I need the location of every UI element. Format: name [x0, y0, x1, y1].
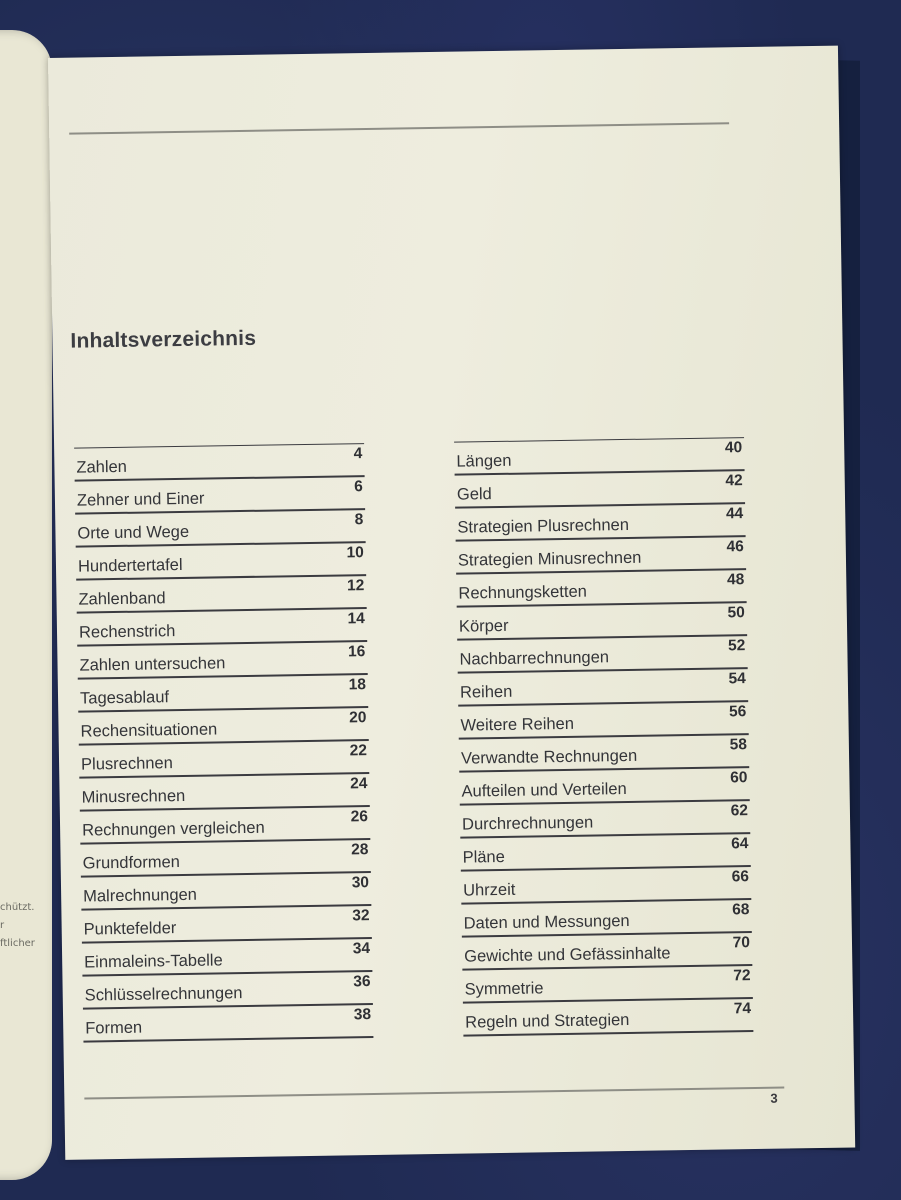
- toc-entry-label: Durchrechnungen: [461, 813, 594, 834]
- toc-entry: [457, 636, 747, 674]
- toc-entry-page: 46: [726, 538, 744, 556]
- left-page-snippet: r: [0, 920, 5, 931]
- toc-entry: [458, 702, 748, 740]
- toc-entry-label: Einmaleins-Tabelle: [84, 951, 223, 972]
- toc-entry-label: Rechnungsketten: [458, 582, 588, 603]
- toc-entry: [456, 570, 746, 608]
- toc-entry-page: 32: [352, 907, 370, 925]
- toc-entry-label: Aufteilen und Verteilen: [461, 780, 627, 801]
- toc-entry-label: Uhrzeit: [462, 880, 516, 900]
- toc-entry-page: 28: [351, 841, 369, 859]
- toc-entry-page: 72: [733, 967, 751, 985]
- toc-entry-page: 64: [731, 835, 749, 853]
- toc-entry-label: Plusrechnen: [80, 754, 173, 774]
- toc-entry: [82, 939, 372, 977]
- toc-entry-label: Rechensituationen: [80, 720, 218, 741]
- toc-entry: [460, 834, 750, 872]
- toc-entry-label: Hundertertafel: [77, 555, 183, 576]
- toc-entry: [459, 768, 749, 806]
- left-page-snippet: ftlicher: [0, 938, 35, 949]
- toc-entry-page: 18: [348, 676, 367, 694]
- toc-entry-label: Gewichte und Gefässinhalte: [464, 944, 671, 966]
- toc-entry-page: 54: [728, 670, 746, 688]
- toc-entry-label: Reihen: [459, 682, 513, 702]
- toc-entry: [455, 504, 745, 542]
- toc-entry: [83, 1005, 373, 1043]
- toc-entry-page: 50: [727, 604, 745, 622]
- toc-entry-page: 8: [354, 511, 364, 529]
- toc-entry-page: 58: [729, 736, 748, 754]
- toc-entry-page: 52: [727, 637, 746, 655]
- toc-entry-page: 42: [725, 472, 743, 490]
- toc-entry-label: Regeln und Strategien: [465, 1010, 630, 1032]
- toc-entry-label: Grundformen: [82, 853, 181, 873]
- toc-entry: [75, 510, 365, 548]
- toc-entry-page: 44: [725, 505, 744, 523]
- toc-entry-page: 22: [349, 742, 368, 760]
- page-title: Inhaltsverzeichnis: [70, 326, 257, 353]
- toc-entry-page: 10: [346, 544, 364, 562]
- toc-entry-label: Längen: [456, 451, 512, 471]
- toc-entry-page: 70: [732, 934, 751, 952]
- toc-entry-page: 4: [353, 445, 363, 463]
- toc-entry-page: 34: [352, 940, 371, 958]
- toc-entry: [80, 840, 370, 878]
- toc-entry: [79, 741, 369, 779]
- toc-entry: [81, 873, 371, 911]
- toc-entry-page: 16: [347, 643, 366, 661]
- toc-entry: [461, 900, 751, 938]
- toc-entry-page: 20: [349, 709, 367, 727]
- toc-entry-label: Malrechnungen: [83, 885, 198, 906]
- toc-entry-label: Zahlenband: [78, 589, 166, 609]
- toc-entry-label: Verwandte Rechnungen: [460, 746, 638, 768]
- toc-entry-label: Daten und Messungen: [463, 911, 630, 933]
- toc-entry-page: 12: [346, 577, 365, 595]
- toc-entry-label: Weitere Reihen: [460, 714, 575, 735]
- toc-entry-page: 48: [726, 571, 745, 589]
- page-number: 3: [770, 1090, 778, 1106]
- toc-entry: [461, 867, 751, 905]
- toc-column-left: [74, 443, 373, 1042]
- left-page-edge: [0, 30, 52, 1180]
- toc-entry: [457, 603, 747, 641]
- toc-entry-label: Zahlen: [76, 457, 128, 477]
- toc-entry: [80, 807, 370, 845]
- toc-entry: [462, 966, 752, 1004]
- toc-entry: [76, 576, 366, 614]
- toc-entry-label: Rechnungen vergleichen: [81, 818, 265, 840]
- toc-entry-label: Geld: [456, 485, 492, 504]
- toc-entry-label: Nachbarrechnungen: [459, 648, 610, 669]
- toc-entry: [462, 933, 752, 971]
- toc-entry: [459, 735, 749, 773]
- toc-entry-label: Strategien Minusrechnen: [457, 548, 642, 570]
- toc-entry-label: Symmetrie: [464, 979, 544, 999]
- top-rule: [69, 122, 729, 134]
- toc-entry: [74, 444, 364, 482]
- toc-entry-label: Minusrechnen: [81, 786, 186, 807]
- toc-entry-label: Körper: [458, 616, 509, 636]
- toc-column-right: [454, 437, 753, 1036]
- toc-entry: [82, 972, 372, 1010]
- toc-entry-page: 36: [353, 973, 371, 991]
- toc-entry: [79, 774, 369, 812]
- toc-entry: [456, 537, 746, 575]
- toc-entry-label: Punktefelder: [83, 919, 177, 939]
- toc-entry-label: Formen: [85, 1018, 143, 1038]
- toc-entry: [77, 609, 367, 647]
- toc-entry-page: 40: [724, 439, 743, 457]
- toc-entry-label: Pläne: [462, 847, 505, 867]
- toc-entry: [78, 675, 368, 713]
- toc-entry-page: 56: [728, 703, 747, 721]
- toc-entry: [77, 642, 367, 680]
- toc-entry: [454, 438, 744, 476]
- book-page: [48, 46, 855, 1160]
- left-page-snippet: chützt.: [0, 902, 35, 913]
- toc-entry: [81, 906, 371, 944]
- toc-entry-page: 68: [732, 901, 750, 919]
- toc-entry: [455, 471, 745, 509]
- toc-entry-label: Rechenstrich: [78, 622, 176, 642]
- toc-entry: [75, 477, 365, 515]
- toc-entry-label: Orte und Wege: [77, 522, 190, 543]
- toc-entry-page: 26: [350, 808, 369, 826]
- toc-entry-label: Tagesablauf: [79, 688, 170, 708]
- toc-entry: [76, 543, 366, 581]
- toc-entry-label: Schlüsselrechnungen: [84, 984, 243, 1005]
- toc-entry-page: 66: [731, 868, 750, 886]
- toc-entry-label: Zehner und Einer: [76, 489, 205, 510]
- toc-entry-page: 38: [353, 1006, 372, 1024]
- toc-entry-label: Zahlen untersuchen: [79, 654, 226, 675]
- toc-entry-page: 60: [730, 769, 748, 787]
- toc-entry: [78, 708, 368, 746]
- toc-entry: [458, 669, 748, 707]
- toc-entry-page: 30: [351, 874, 370, 892]
- toc-entry-page: 62: [730, 802, 749, 820]
- bottom-rule: [84, 1087, 784, 1100]
- toc-entry-page: 24: [350, 775, 368, 793]
- toc-entry-page: 74: [733, 1000, 752, 1018]
- toc-entry: [463, 999, 753, 1037]
- toc-entry-page: 6: [354, 478, 363, 496]
- toc-entry-page: 14: [347, 610, 365, 628]
- toc-entry: [460, 801, 750, 839]
- toc-entry-label: Strategien Plusrechnen: [457, 515, 630, 537]
